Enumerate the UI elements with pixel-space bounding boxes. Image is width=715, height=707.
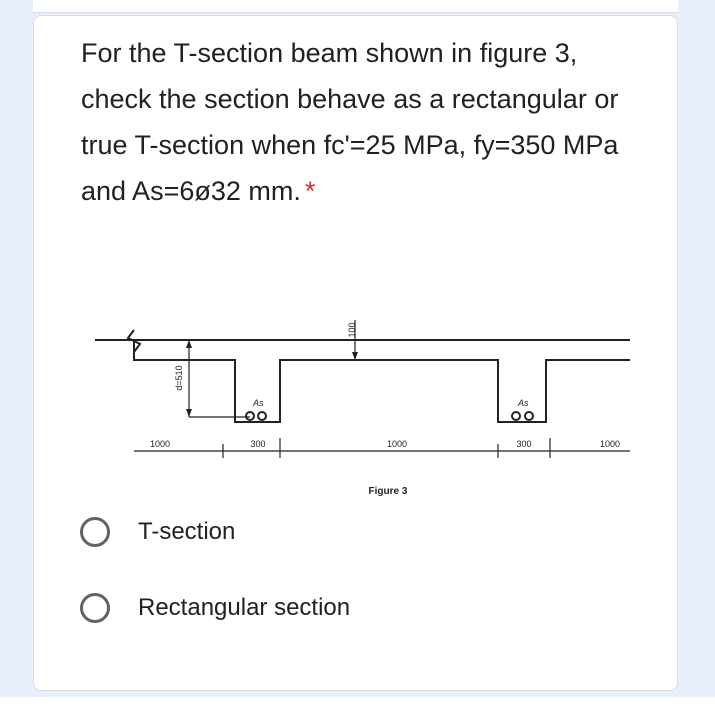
option-label: Rectangular section [138, 594, 351, 621]
previous-card-edge [33, 0, 678, 13]
radio-circle-icon[interactable] [80, 517, 110, 547]
section-outline [134, 340, 630, 422]
steel-label-left: As [253, 398, 264, 408]
rebar-right-1 [512, 412, 520, 420]
option-rectangular-section[interactable] [80, 588, 350, 628]
dim-right-overhang: 1000 [599, 439, 621, 449]
required-asterisk: * [304, 176, 316, 206]
dim-web-right: 300 [516, 439, 532, 449]
t-beam-figure [90, 306, 630, 506]
rebar-left-1 [246, 412, 254, 420]
rebar-right-2 [525, 412, 533, 420]
radio-circle-icon[interactable] [80, 593, 110, 623]
option-label: T-section [138, 518, 236, 545]
dim-web-left: 300 [250, 439, 266, 449]
question-title: For the T-section beam shown in figure 3, check the section behave as a rectangular or true T-section when fc'=25 MPa, fy=350 MPa and As=6ø32 mm. * [81, 38, 619, 206]
steel-label-right: As [518, 398, 529, 408]
rebar-left-2 [258, 412, 266, 420]
next-card-edge [0, 697, 715, 707]
depth-label: d=510 [174, 365, 184, 391]
option-t-section[interactable] [80, 512, 235, 552]
dim-left-overhang: 1000 [149, 439, 171, 449]
figure-caption: Figure 3 [368, 486, 408, 497]
dim-middle-span: 1000 [386, 439, 408, 449]
question-card [33, 15, 678, 691]
flange-thickness-label: 100 [347, 322, 357, 338]
